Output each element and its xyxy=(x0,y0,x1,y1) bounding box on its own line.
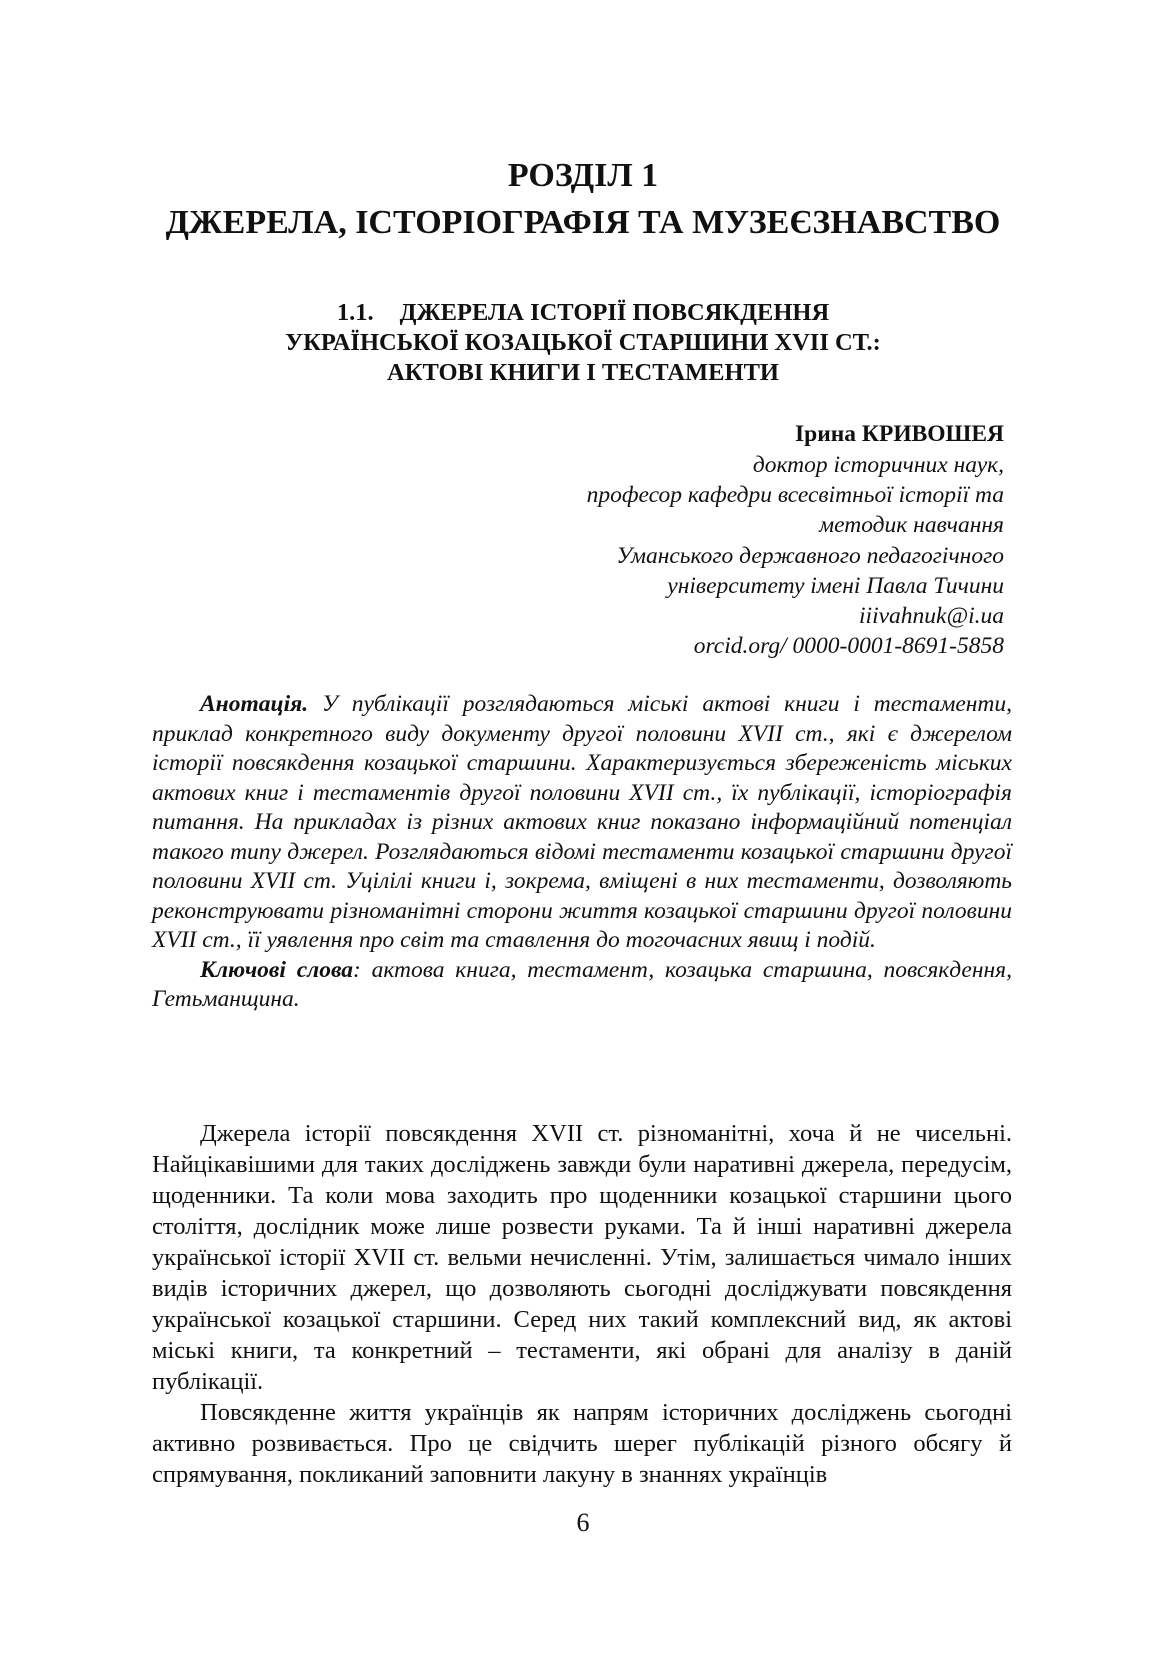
keywords-label: Ключові слова xyxy=(200,956,354,983)
section-heading xyxy=(0,298,1166,388)
author-position-cont: методик навчання xyxy=(819,512,1004,539)
author-email: iiivahnuk@i.ua xyxy=(859,603,1004,630)
author-orcid: orcid.org/ 0000-0001-8691-5858 xyxy=(693,633,1004,660)
author-university-cont: університету імені Павла Тичини xyxy=(667,572,1004,599)
section-number: 1.1. xyxy=(336,299,374,326)
section-title-text-1: ДЖЕРЕЛА ІСТОРІЇ ПОВСЯКДЕННЯ xyxy=(399,299,830,326)
chapter-heading xyxy=(0,152,1166,246)
body-paragraph-1: Джерела історії повсякдення XVII ст. різноманітні, хоча й не чисельні. Найцікавішими для таких досліджень завжди були наративні джерела, передусім, щоденники. Та коли мова заходить про щоденники козацької старшини цього століття, дослідник може лише розвести руками. Та й інші наративні джерела української історії XVII ст. вельми нечисленні. Утім, залишається чимало інших видів історичних джерел, що дозволяють сьогодні досліджувати повсякдення української козацької старшини. Серед них такий комплексний вид, як актові міські книги, та конкретний – тестаменти, які обрані для аналізу в даній публікації. xyxy=(152,1120,1012,1395)
body-paragraph-2: Повсякденне життя українців як напрям історичних досліджень сьогодні активно розвивається. Про це свідчить шерег публікацій різного обсягу й спрямування, покликаний заповнити лакуну в знаннях українців xyxy=(152,1399,1012,1488)
page-number: 6 xyxy=(576,1508,590,1537)
chapter-title: ДЖЕРЕЛА, ІСТОРІОГРАФІЯ ТА МУЗЕЄЗНАВСТВО xyxy=(165,204,1001,241)
abstract-label: Анотація. xyxy=(200,691,309,717)
author-degree: доктор історичних наук, xyxy=(752,452,1004,478)
section-title-line-3: АКТОВІ КНИГИ І ТЕСТАМЕНТИ xyxy=(387,359,779,386)
chapter-number: РОЗДІЛ 1 xyxy=(507,157,659,194)
abstract-text: У публікації розглядаються міські актові книги і тестаменти, приклад конкретного виду документу другої половини XVII ст., які є джерелом історії повсякдення козацької старшини. Характеризується збереженість міських актових книг і тестаментів другої половини XVII ст., їх публікації, історіографія питання. На прикладах із різних актових книг показано інформаційний потенціал такого типу джерел. Розглядаються відомі тестаменти козацької старшини другої половини XVII ст. Уцілілі книги і, зокрема, вміщені в них тестаменти, дозволяють реконструювати різноманітні сторони життя козацької старшини другої половини XVII ст., її уявлення про світ та ставлення до тогочасних явищ і подій. xyxy=(152,691,1013,953)
abstract-paragraph xyxy=(152,690,1012,956)
section-title-line-1 xyxy=(0,298,1166,328)
keywords-text: : актова книга, тестамент, козацька старшина, повсякдення, Гетьманщина. xyxy=(152,956,1012,1012)
author-block xyxy=(304,418,1004,661)
author-name: Ірина КРИВОШЕЯ xyxy=(795,421,1004,447)
body-text xyxy=(152,1118,1012,1490)
keywords-paragraph xyxy=(152,956,1012,1015)
author-university: Уманського державного педагогічного xyxy=(616,542,1004,569)
section-title-line-2: УКРАЇНСЬКОЇ КОЗАЦЬКОЇ СТАРШИНИ XVII СТ.: xyxy=(285,329,881,356)
author-position: професор кафедри всесвітньої історії та xyxy=(586,482,1004,509)
abstract-block xyxy=(152,690,1012,1015)
